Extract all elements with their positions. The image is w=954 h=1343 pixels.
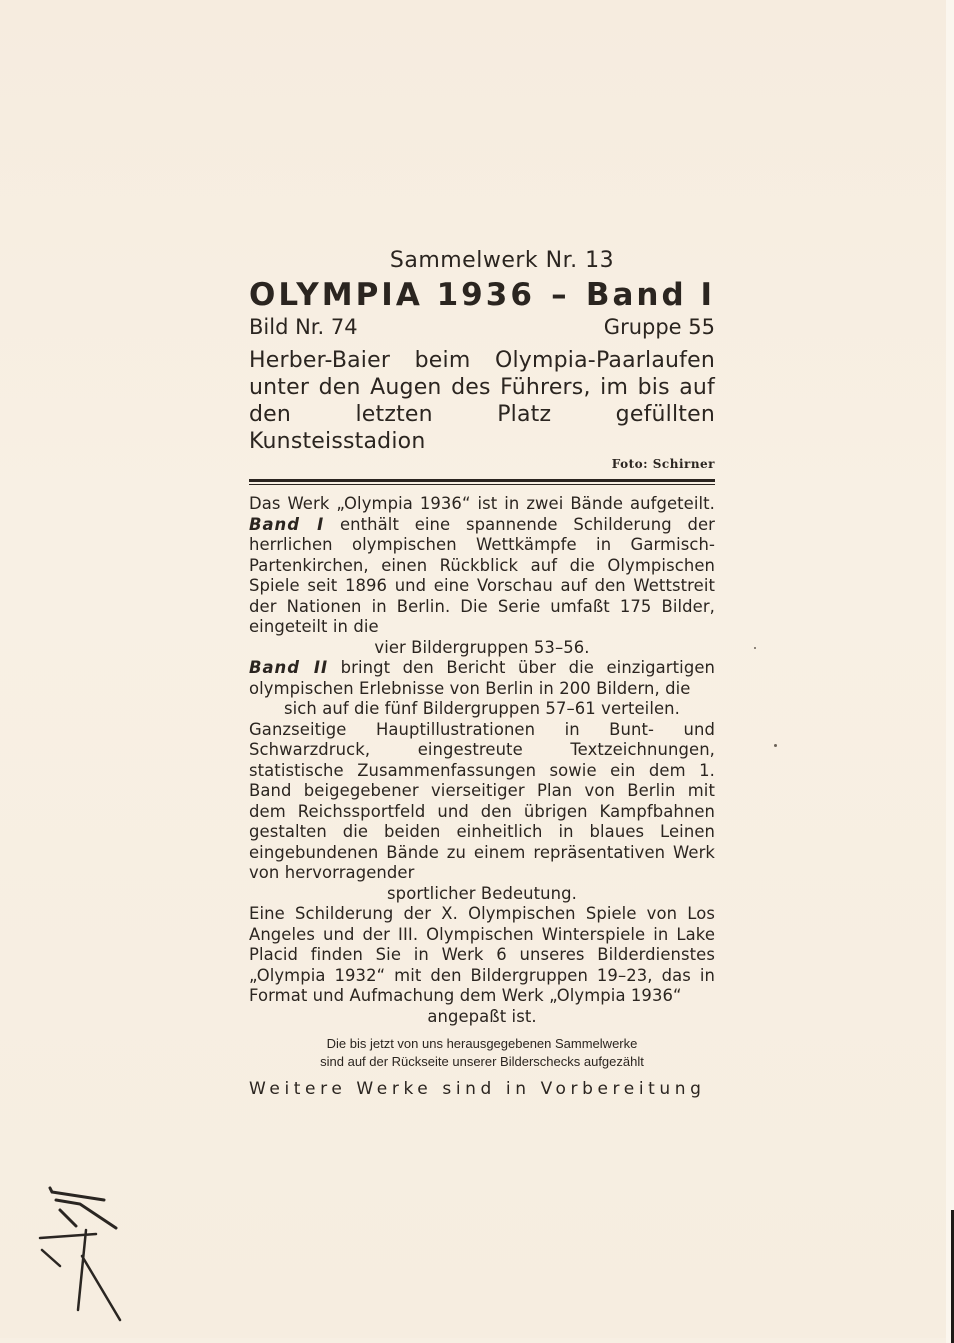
group-number: Gruppe 55: [603, 315, 715, 339]
series-label: Sammelwerk Nr. 13: [389, 248, 615, 273]
more-works-line: Weitere Werke sind in Vorbereitung: [249, 1079, 706, 1099]
paragraph-2: [249, 658, 715, 699]
p2-end: sich auf die fünf Bildergruppen 57–61 verteilen.: [284, 699, 680, 718]
p3-end: sportlicher Bedeutung.: [387, 883, 577, 903]
footnote-line-2: sind auf der Rückseite unserer Bilderschecks aufgezählt: [320, 1054, 644, 1069]
title-dash: –: [551, 277, 570, 313]
picture-number: Bild Nr. 74: [249, 315, 358, 339]
description: [249, 494, 715, 1027]
paragraph-3: Ganzseitige Hauptillustrationen in Bunt- und Schwarzdruck, eingestreute Textzeichnungen, statistische Zusammenfassungen sowie ein dem 1. Band beigegebener vierseitiger Plan von Berlin mit dem Reichssportfeld und den übrigen Kampfbahnen gestalten die beiden einheitlich in blaues Leinen eingebundenen Bände zu einem repräsentativen Werk von hervorragender: [249, 719, 715, 882]
p1-end: vier Bildergruppen 53–56.: [374, 637, 590, 657]
paragraph-4: Eine Schilderung der X. Olympischen Spiele von Los Angeles und der III. Olympischen Winterspiele in Lake Placid finden Sie in Werk 6 unseres Bilderdienstes „Olympia 1932“ mit den Bildergruppen 19–23, das in Format und Aufmachung dem Werk „Olympia 1936“: [249, 904, 715, 1005]
speck: [754, 647, 756, 649]
p2-text: bringt den Bericht über die einzigartigen olympischen Erlebnisse von Berlin in 200 Bildern, die: [249, 658, 716, 698]
band-2-label: Band II: [249, 658, 329, 677]
footnote-line-1: Die bis jetzt von uns herausgegebenen Sammelwerke: [326, 1036, 638, 1051]
p1-intro: Das Werk „Olympia 1936“ ist in zwei Bände aufgeteilt.: [249, 494, 715, 513]
band-1-label: Band I: [249, 514, 325, 534]
footnote: [249, 1035, 715, 1071]
picture-caption: Herber-Baier beim Olympia-Paarlaufen unter den Augen des Führers, im bis auf den letzten Platz gefüllten Kunsteisstadion: [249, 348, 715, 454]
subheader: [249, 315, 715, 339]
title-right: Band I: [585, 277, 715, 313]
card-edge: [946, 0, 954, 1343]
text-block: [249, 248, 715, 1099]
title-left: OLYMPIA 1936: [249, 277, 535, 313]
p4-end: angepaßt ist.: [427, 1006, 537, 1026]
page-title: [249, 277, 715, 313]
speck: [774, 744, 777, 747]
p1-text: enthält eine spannende Schilderung der herrlichen olympischen Wettkämpfe in Garmisch-Partenkirchen, einen Rückblick auf die Olympischen Spiele seit 1896 und eine Vorschau auf den Wettstreit der Nationen in Berlin. Die Serie umfaßt 175 Bilder, eingeteilt in die: [249, 514, 716, 636]
divider-rule: [249, 479, 715, 485]
photo-credit: Foto: Schirner: [611, 457, 715, 471]
handwritten-number: [20, 1170, 130, 1330]
paragraph-1: [249, 494, 715, 638]
